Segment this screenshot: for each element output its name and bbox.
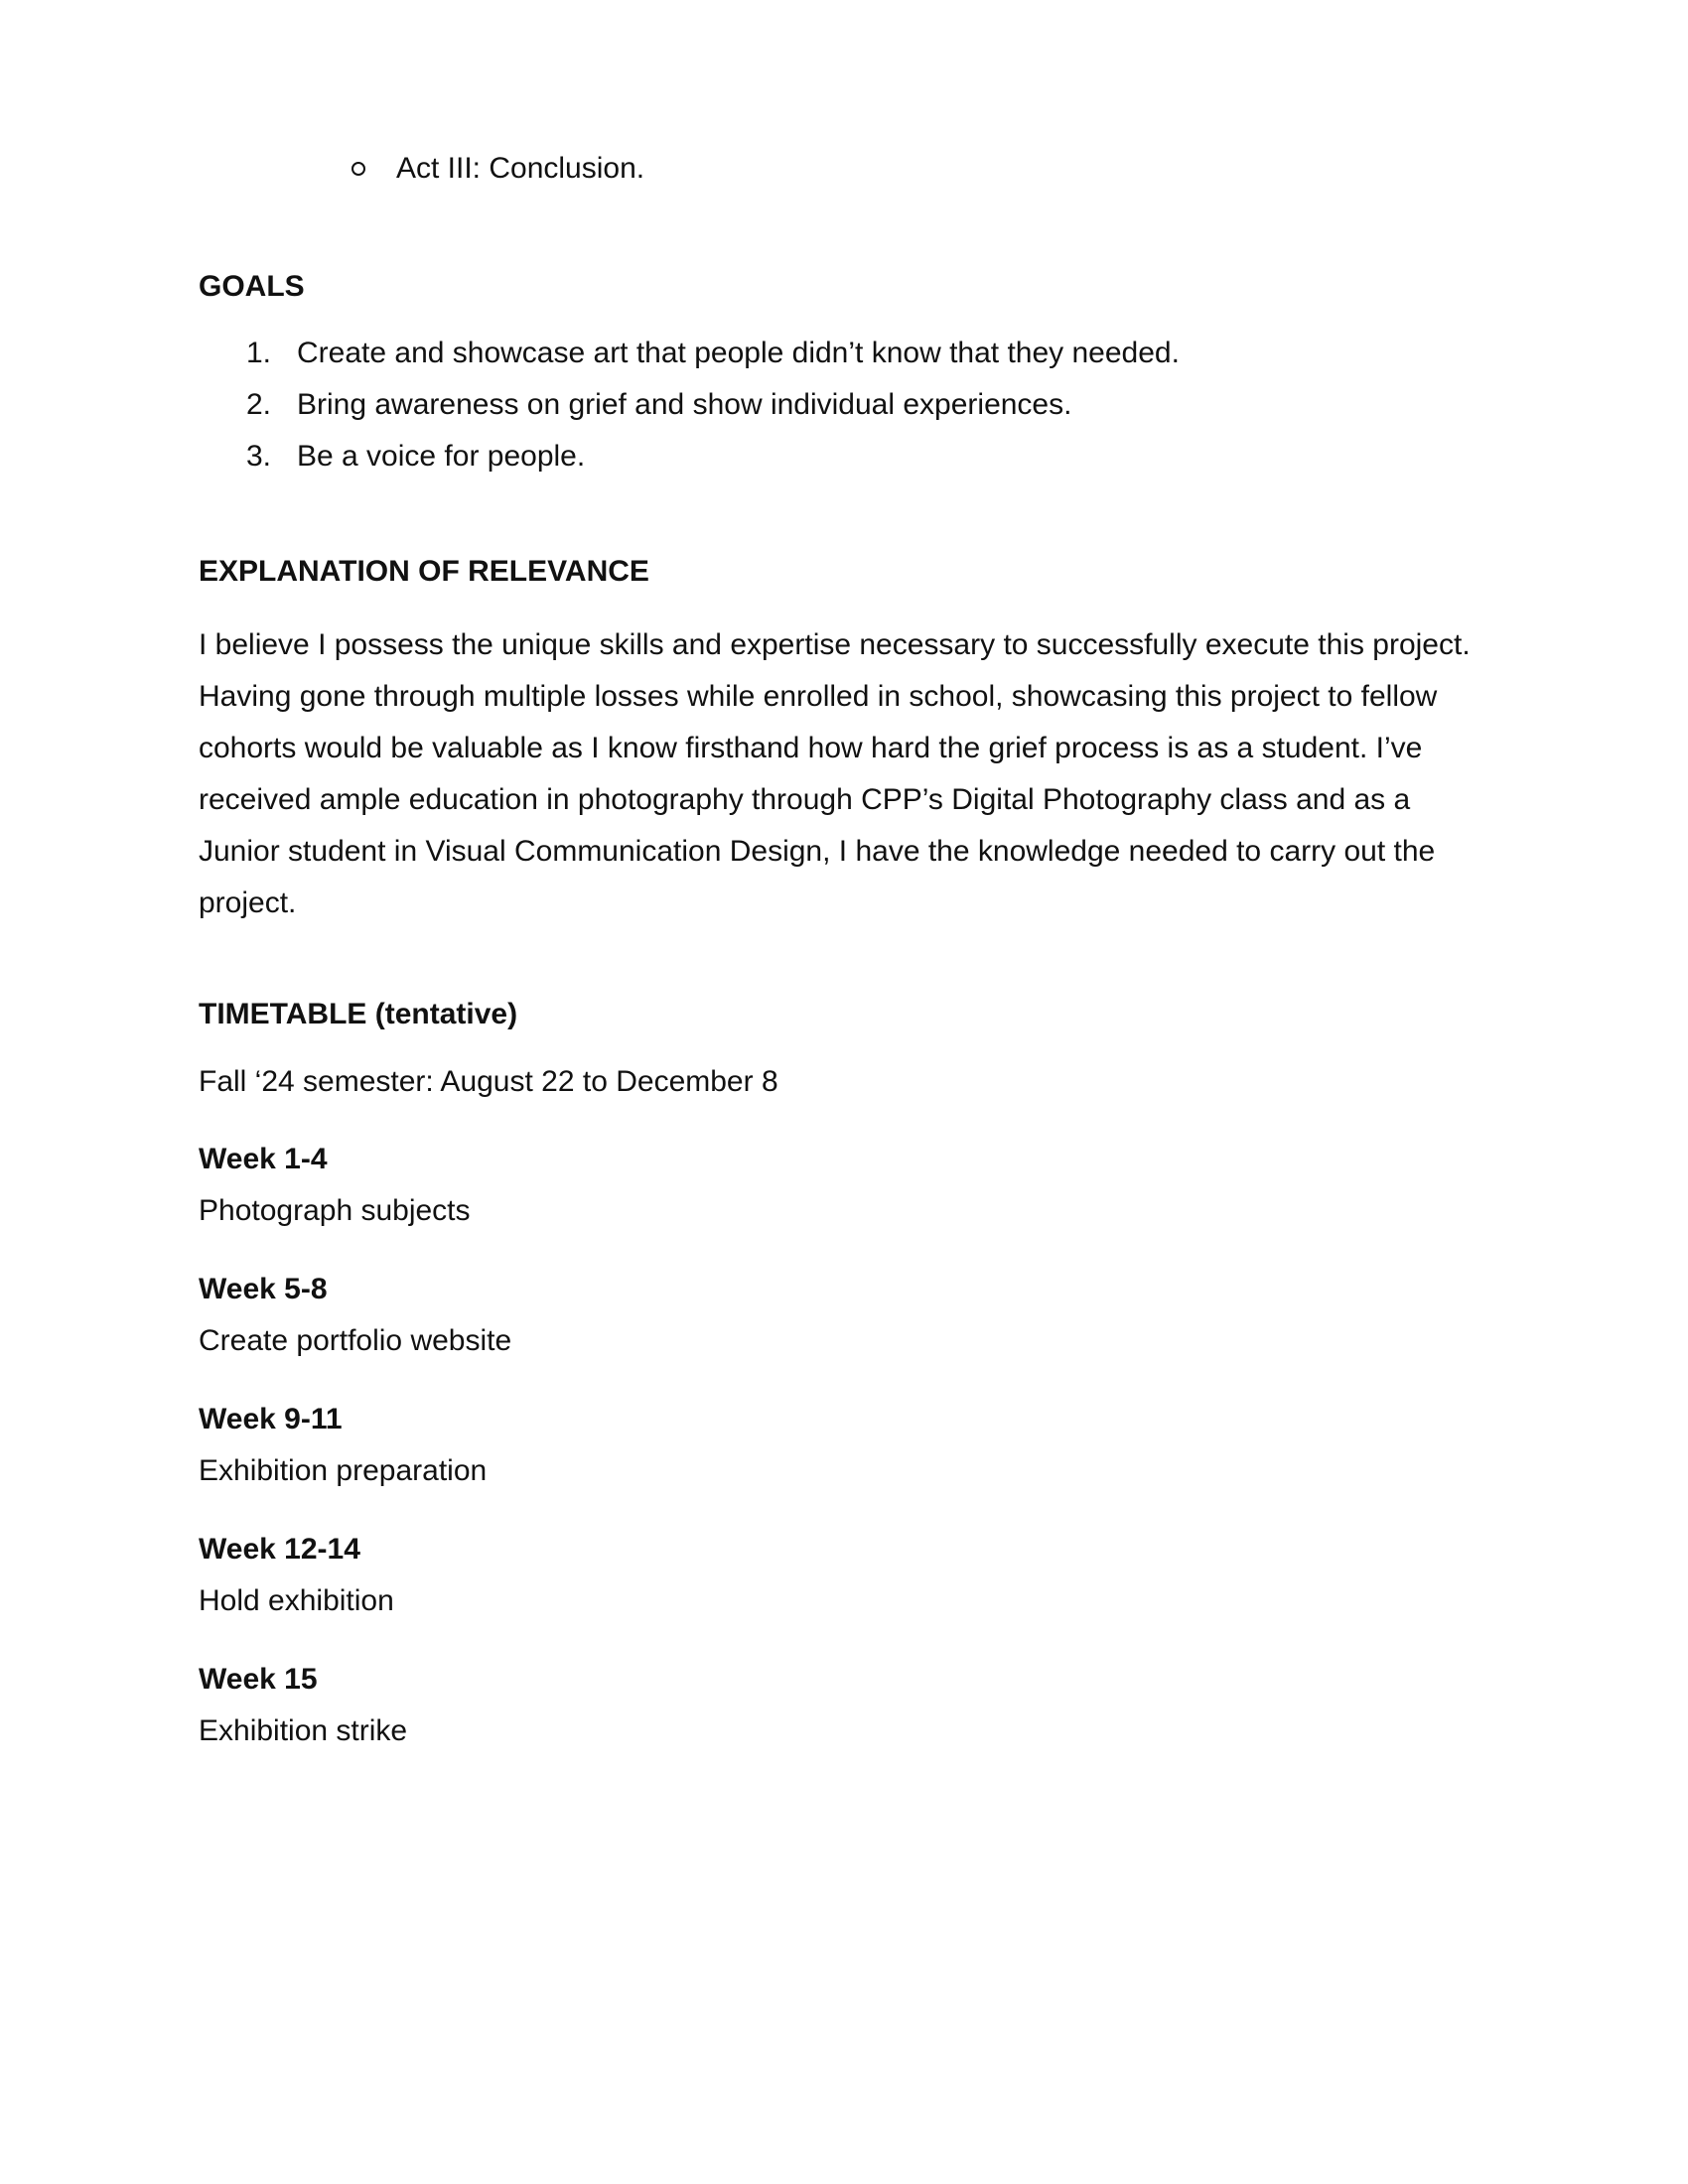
goal-item: Be a voice for people. <box>297 440 586 473</box>
week-label: Week 1-4 <box>199 1143 328 1175</box>
week-label: Week 5-8 <box>199 1273 328 1305</box>
goal-item: Bring awareness on grief and show individual experiences. <box>297 388 1072 421</box>
semester-dates: Fall ‘24 semester: August 22 to December 8 <box>199 1065 778 1098</box>
week-task: Exhibition strike <box>199 1714 408 1747</box>
goal-number: 2. <box>246 388 272 421</box>
goal-item: Create and showcase art that people didn’t know that they needed. <box>297 337 1180 369</box>
week-task: Photograph subjects <box>199 1194 471 1227</box>
goal-number: 3. <box>246 440 272 473</box>
relevance-paragraph: I believe I possess the unique skills and expertise necessary to successfully execute this project. Having gone through multiple losses while enrolled in school, showcasing this project to fellow cohorts would be valuable as I know firsthand how hard the grief process is as a student. I’ve received ample education in photography through CPP’s Digital Photography class and as a Junior student in Visual Communication Design, I have the knowledge needed to carry out the project. <box>199 628 1471 919</box>
goal-number: 1. <box>246 337 272 369</box>
week-label: Week 9-11 <box>199 1403 343 1435</box>
goals-heading: GOALS <box>199 270 305 303</box>
week-label: Week 12-14 <box>199 1533 360 1566</box>
week-task: Create portfolio website <box>199 1324 512 1357</box>
hollow-circle-bullet-icon <box>352 162 365 176</box>
relevance-heading: EXPLANATION OF RELEVANCE <box>199 555 649 588</box>
week-label: Week 15 <box>199 1663 318 1696</box>
week-task: Exhibition preparation <box>199 1454 488 1487</box>
sub-bullet-text: Act III: Conclusion. <box>396 152 645 185</box>
timetable-heading: TIMETABLE (tentative) <box>199 998 518 1030</box>
week-task: Hold exhibition <box>199 1584 394 1617</box>
